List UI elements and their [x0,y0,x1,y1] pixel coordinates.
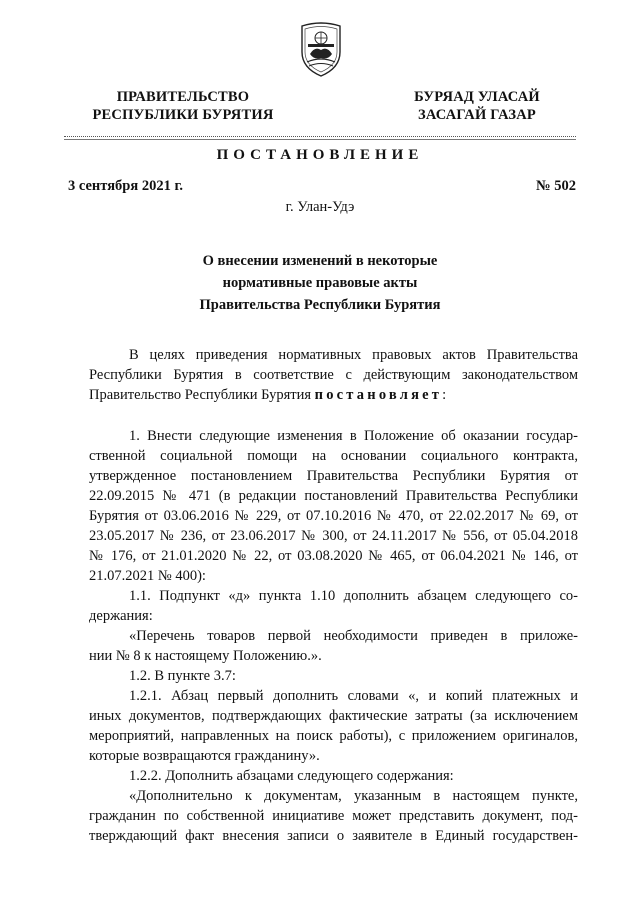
document-subject [120,250,520,316]
paragraph-1-1-line-1: 1.1. Подпункт «д» пункта 1.10 дополнить абзацем следующего со- [129,588,578,604]
quote-2-line-2: гражданин по собственной инициативе может представить документ, под- [89,808,578,824]
quote-1-line-1: «Перечень товаров первой необходимости приведен в приложе- [129,628,578,644]
paragraph-1-2-1-line-3: мероприятий, направленных на поиск работы), с приложением оригиналов, [89,728,578,744]
resolves-word: постановляет [314,387,443,403]
preamble-line-3 [89,385,578,405]
preamble-line-2: Республики Бурятия в соответствие с действующим законодательством [89,367,578,383]
header-right-line-2: ЗАСАГАЙ ГАЗАР [418,107,536,123]
document-type: ПОСТАНОВЛЕНИЕ [216,147,424,163]
paragraph-1-line-8: 21.07.2021 № 400): [89,568,206,584]
document-number: № 502 [536,178,576,194]
paragraph-1-2: 1.2. В пункте 3.7: [129,668,236,684]
paragraph-1-line-7: № 176, от 21.01.2020 № 22, от 03.08.2020 № 465, от 06.04.2021 № 146, от [89,548,578,564]
header-divider [64,136,576,137]
document-date: 3 сентября 2021 г. [68,178,184,194]
header-left-line-2: РЕСПУБЛИКИ БУРЯТИЯ [92,107,274,123]
quote-2-line-3: тверждающий факт внесения записи о заявителе в Единый государствен- [89,828,578,844]
header-divider-2 [64,139,576,140]
paragraph-1-line-2: ственной социальной помощи на основании социального контракта, [89,448,578,464]
paragraph-1-line-5: Бурятия от 03.06.2016 № 229, от 07.10.2016 № 470, от 22.02.2017 № 69, от [89,508,578,524]
paragraph-1-line-4: 22.09.2015 № 471 (в редакции постановлений Правительства Республики [89,488,578,504]
preamble-line-1: В целях приведения нормативных правовых актов Правительства [129,347,578,363]
preamble-prefix: Правительство Республики Бурятия [89,387,315,403]
header-left-line-1: ПРАВИТЕЛЬСТВО [116,89,250,105]
document-body [89,345,578,846]
preamble-suffix: : [442,387,447,403]
document-city: г. Улан-Удэ [285,199,355,215]
paragraph-1-line-1: 1. Внести следующие изменения в Положение об оказании государ- [129,428,578,444]
paragraph-1-line-3: утвержденное постановлением Правительства Республики Бурятия от [89,468,578,484]
paragraph-1-2-1-line-1: 1.2.1. Абзац первый дополнить словами «, и копий платежных и [129,688,578,704]
subject-line-1: О внесении изменений в некоторые [202,253,438,269]
subject-line-2: нормативные правовые акты [222,275,418,291]
paragraph-1-line-6: 23.05.2017 № 236, от 23.06.2017 № 300, от 24.11.2017 № 556, от 05.04.2018 [89,528,578,544]
subject-line-3: Правительства Республики Бурятия [199,297,441,313]
paragraph-1-2-2: 1.2.2. Дополнить абзацами следующего содержания: [129,768,454,784]
quote-2-line-1: «Дополнительно к документам, указанным в настоящем пункте, [129,788,578,804]
coat-of-arms-icon [298,20,344,78]
government-name-buryat [388,88,566,124]
paragraph-1-2-1-line-2: иных документов, подтверждающих фактические затраты (за исключением [89,708,578,724]
quote-1-line-2: нии № 8 к настоящему Положению.». [89,648,322,664]
government-name-russian [78,88,288,124]
header-right-line-1: БУРЯАД УЛАСАЙ [414,89,540,105]
paragraph-1-1-line-2: держания: [89,608,153,624]
paragraph-1-2-1-line-4: которые возвращаются гражданину». [89,748,320,764]
